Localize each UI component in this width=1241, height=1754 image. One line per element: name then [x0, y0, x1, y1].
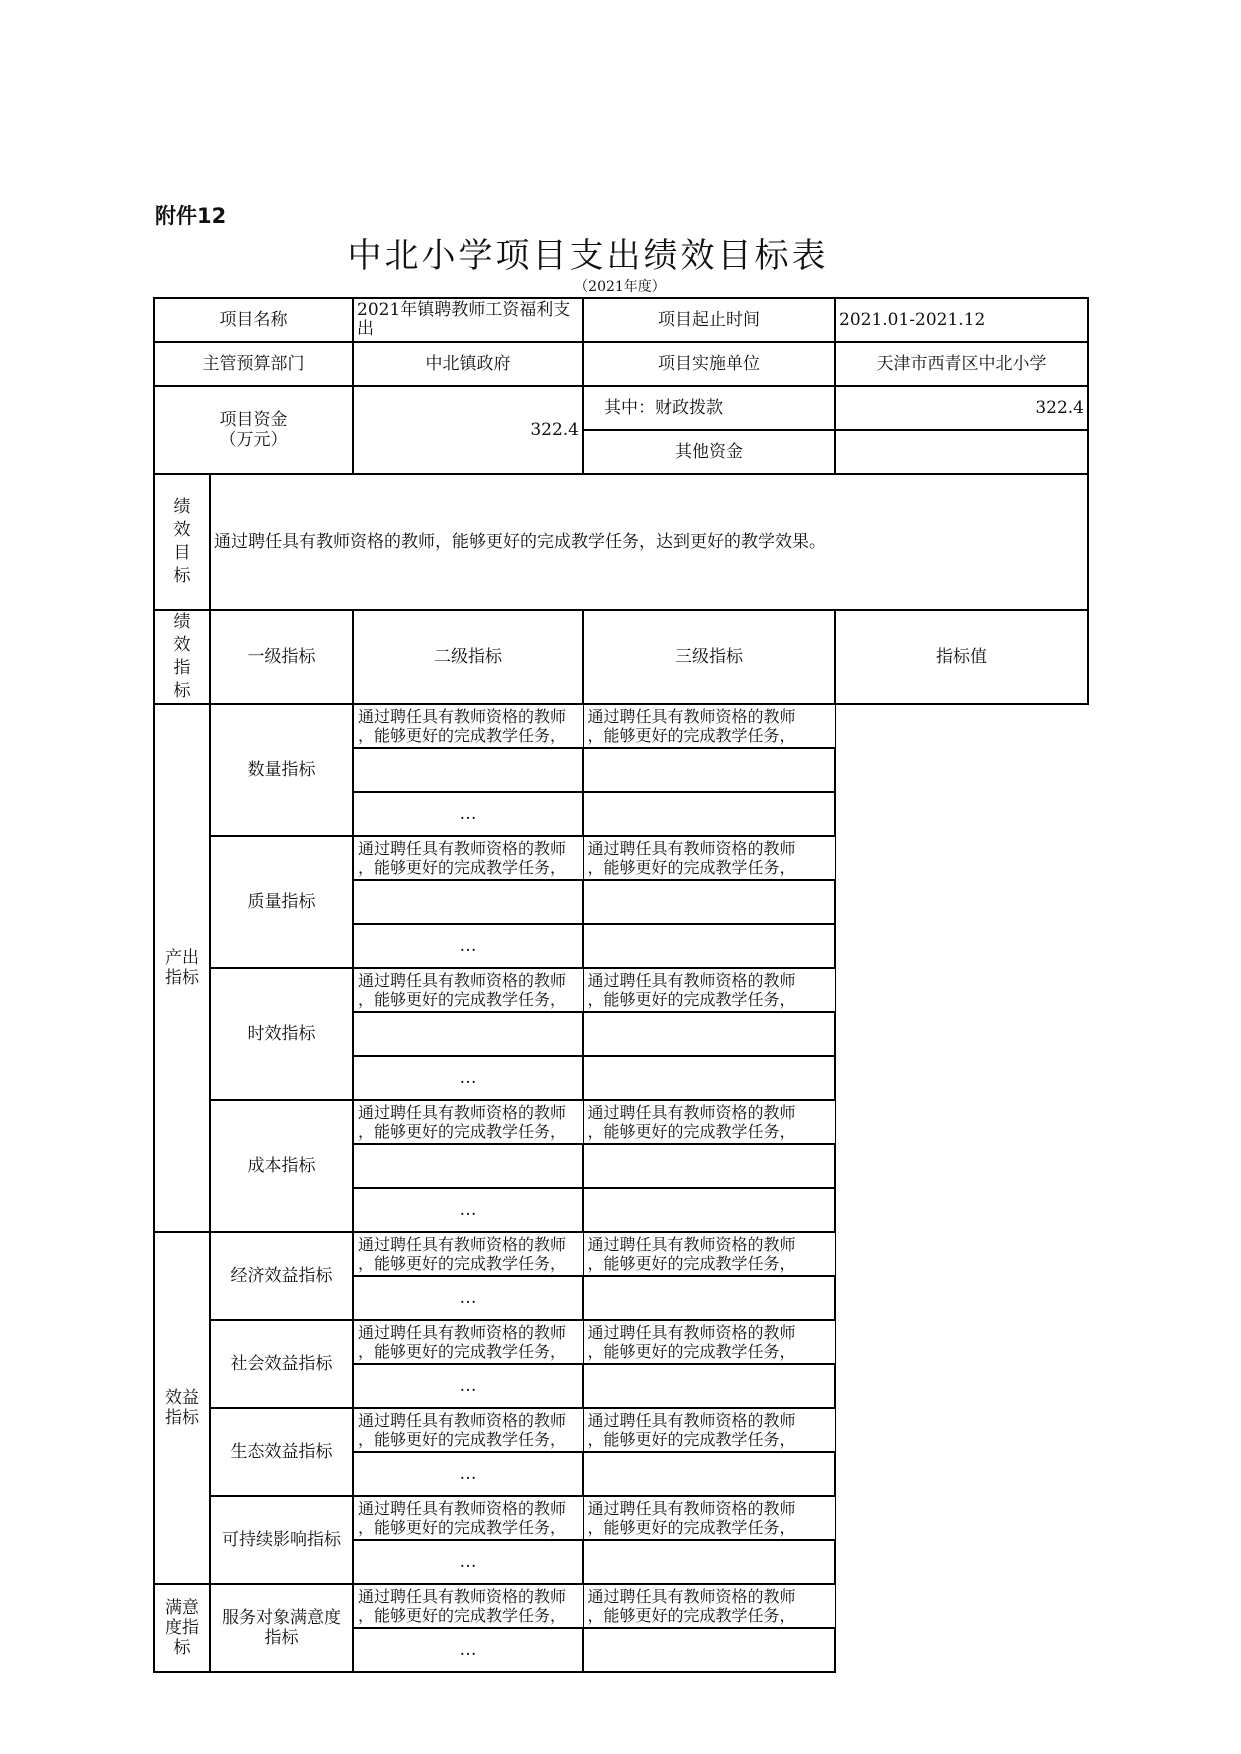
indicator-row: [154, 836, 1088, 880]
indicator-value-empty: [583, 1540, 835, 1584]
level3-ellipsis: …: [353, 1364, 583, 1408]
level3-ellipsis: …: [353, 924, 583, 968]
header-value: 指标值: [835, 610, 1088, 704]
goal-label-char: 标: [173, 566, 191, 586]
level3-line2: ，能够更好的完成教学任务，: [358, 1430, 567, 1449]
indicator-value-empty: [583, 748, 835, 792]
value-line2: ，能够更好的完成教学任务，: [587, 1342, 796, 1361]
project-name-value: 2021年镇聘教师工资福利支出: [353, 298, 583, 342]
value-line2: ，能够更好的完成教学任务，: [587, 1254, 796, 1273]
row-funds: [154, 386, 1088, 430]
indicator-value: [583, 1320, 835, 1364]
level1-indicator: 满意度指标: [154, 1584, 210, 1672]
value-line2: ，能够更好的完成教学任务，: [587, 990, 796, 1009]
other-label: 其他资金: [583, 430, 835, 474]
header-level2: 二级指标: [353, 610, 583, 704]
indicator-value: [583, 1584, 835, 1628]
level3-indicator: [353, 836, 583, 880]
indicator-row: [154, 1100, 1088, 1144]
level3-indicator: [353, 1100, 583, 1144]
level3-line1: 通过聘任具有教师资格的教师: [358, 1499, 567, 1518]
indicator-value-empty: [583, 1012, 835, 1056]
level3-line1: 通过聘任具有教师资格的教师: [358, 1323, 567, 1342]
indicator-value: [583, 1408, 835, 1452]
project-name-label: 项目名称: [154, 298, 353, 342]
value-line1: 通过聘任具有教师资格的教师: [587, 1499, 796, 1518]
row-dept: [154, 342, 1088, 386]
other-value: [835, 430, 1088, 474]
level1-indicator: 产出指标: [154, 704, 210, 1232]
level3-ellipsis: …: [353, 1276, 583, 1320]
level2-indicator: 时效指标: [210, 968, 353, 1100]
dept-label: 主管预算部门: [154, 342, 353, 386]
level3-line2: ，能够更好的完成教学任务，: [358, 1518, 567, 1537]
value-line1: 通过聘任具有教师资格的教师: [587, 1411, 796, 1430]
level2-indicator: 经济效益指标: [210, 1232, 353, 1320]
indicator-value-empty: [583, 1276, 835, 1320]
level3-empty: [353, 1144, 583, 1188]
indicator-rows: [154, 704, 1088, 1672]
level2-indicator: 质量指标: [210, 836, 353, 968]
level3-indicator: [353, 1584, 583, 1628]
goal-label: [154, 474, 210, 610]
page-subtitle: （2021年度）: [574, 279, 666, 295]
indicator-value: [583, 836, 835, 880]
level3-empty: [353, 1012, 583, 1056]
level2-indicator: 成本指标: [210, 1100, 353, 1232]
indicator-value: [583, 704, 835, 748]
indicators-label-char: 效: [173, 635, 191, 655]
level3-empty: [353, 748, 583, 792]
funds-label-line2: （万元）: [219, 430, 288, 450]
level1-indicator: 效益指标: [154, 1232, 210, 1584]
level3-indicator: [353, 1320, 583, 1364]
unit-label: 项目实施单位: [583, 342, 835, 386]
level3-line2: ，能够更好的完成教学任务，: [358, 1254, 567, 1273]
level3-ellipsis: …: [353, 1452, 583, 1496]
level3-line2: ，能够更好的完成教学任务，: [358, 726, 567, 745]
indicator-row: [154, 1584, 1088, 1628]
indicator-value: [583, 1232, 835, 1276]
indicator-row: [154, 1232, 1088, 1276]
indicator-row: [154, 704, 1088, 748]
page-title: 中北小学项目支出绩效目标表: [347, 236, 829, 276]
indicator-value-empty: [583, 1452, 835, 1496]
level3-line2: ，能够更好的完成教学任务，: [358, 1342, 567, 1361]
level2-indicator: 社会效益指标: [210, 1320, 353, 1408]
level3-line1: 通过聘任具有教师资格的教师: [358, 1103, 567, 1122]
level3-line1: 通过聘任具有教师资格的教师: [358, 1587, 567, 1606]
funds-label-line1: 项目资金: [219, 410, 288, 430]
level3-indicator: [353, 1408, 583, 1452]
level3-line2: ，能够更好的完成教学任务，: [358, 1122, 567, 1141]
goal-text: 通过聘任具有教师资格的教师，能够更好的完成教学任务，达到更好的教学效果。: [210, 474, 1088, 610]
level3-indicator: [353, 1232, 583, 1276]
fiscal-value: 322.4: [835, 386, 1088, 430]
header-level1: 一级指标: [210, 610, 353, 704]
indicator-value-empty: [583, 1364, 835, 1408]
level3-line1: 通过聘任具有教师资格的教师: [358, 1235, 567, 1254]
dept-value: 中北镇政府: [353, 342, 583, 386]
indicator-value-empty: [583, 1056, 835, 1100]
indicator-value-empty: [583, 792, 835, 836]
performance-target-table: [153, 297, 1089, 1673]
goal-label-char: 目: [173, 543, 191, 563]
indicator-row: [154, 1496, 1088, 1540]
level3-line2: ，能够更好的完成教学任务，: [358, 1606, 567, 1625]
value-line1: 通过聘任具有教师资格的教师: [587, 971, 796, 990]
level3-line1: 通过聘任具有教师资格的教师: [358, 707, 567, 726]
level2-indicator: 数量指标: [210, 704, 353, 836]
indicators-label-char: 绩: [173, 612, 191, 632]
level2-indicator: 可持续影响指标: [210, 1496, 353, 1584]
indicator-value: [583, 1100, 835, 1144]
value-line2: ，能够更好的完成教学任务，: [587, 858, 796, 877]
indicators-label: [154, 610, 210, 704]
value-line2: ，能够更好的完成教学任务，: [587, 726, 796, 745]
level3-line2: ，能够更好的完成教学任务，: [358, 990, 567, 1009]
indicator-value: [583, 968, 835, 1012]
period-label: 项目起止时间: [583, 298, 835, 342]
indicators-label-char: 指: [173, 658, 191, 678]
row-goal: [154, 474, 1088, 610]
indicator-row: [154, 1320, 1088, 1364]
level3-ellipsis: …: [353, 792, 583, 836]
indicator-value-empty: [583, 1144, 835, 1188]
row-indicator-headers: [154, 610, 1088, 704]
fiscal-label: 其中：财政拨款: [583, 386, 835, 430]
indicator-value-empty: [583, 1188, 835, 1232]
level3-line1: 通过聘任具有教师资格的教师: [358, 1411, 567, 1430]
value-line1: 通过聘任具有教师资格的教师: [587, 839, 796, 858]
level3-ellipsis: …: [353, 1188, 583, 1232]
goal-label-char: 绩: [173, 497, 191, 517]
indicator-value-empty: [583, 924, 835, 968]
indicator-row: [154, 968, 1088, 1012]
value-line2: ，能够更好的完成教学任务，: [587, 1430, 796, 1449]
value-line1: 通过聘任具有教师资格的教师: [587, 1103, 796, 1122]
value-line2: ，能够更好的完成教学任务，: [587, 1518, 796, 1537]
indicator-value: [583, 1496, 835, 1540]
level3-ellipsis: …: [353, 1628, 583, 1672]
level3-indicator: [353, 704, 583, 748]
level3-indicator: [353, 968, 583, 1012]
level3-indicator: [353, 1496, 583, 1540]
funds-label: [154, 386, 353, 474]
level3-ellipsis: …: [353, 1540, 583, 1584]
indicators-label-char: 标: [173, 681, 191, 701]
attachment-label: 附件12: [155, 204, 227, 228]
funds-total: 322.4: [353, 386, 583, 474]
value-line2: ，能够更好的完成教学任务，: [587, 1122, 796, 1141]
header-level3: 三级指标: [583, 610, 835, 704]
indicator-value-empty: [583, 1628, 835, 1672]
level2-indicator: 服务对象满意度指标: [210, 1584, 353, 1672]
period-value: 2021.01-2021.12: [835, 298, 1088, 342]
level3-line1: 通过聘任具有教师资格的教师: [358, 971, 567, 990]
value-line2: ，能够更好的完成教学任务，: [587, 1606, 796, 1625]
indicator-value-empty: [583, 880, 835, 924]
level3-ellipsis: …: [353, 1056, 583, 1100]
level3-line2: ，能够更好的完成教学任务，: [358, 858, 567, 877]
indicator-row: [154, 1408, 1088, 1452]
level3-empty: [353, 880, 583, 924]
level2-indicator: 生态效益指标: [210, 1408, 353, 1496]
goal-label-char: 效: [173, 520, 191, 540]
value-line1: 通过聘任具有教师资格的教师: [587, 1587, 796, 1606]
value-line1: 通过聘任具有教师资格的教师: [587, 1323, 796, 1342]
unit-value: 天津市西青区中北小学: [835, 342, 1088, 386]
value-line1: 通过聘任具有教师资格的教师: [587, 707, 796, 726]
row-project-name: [154, 298, 1088, 342]
level3-line1: 通过聘任具有教师资格的教师: [358, 839, 567, 858]
value-line1: 通过聘任具有教师资格的教师: [587, 1235, 796, 1254]
